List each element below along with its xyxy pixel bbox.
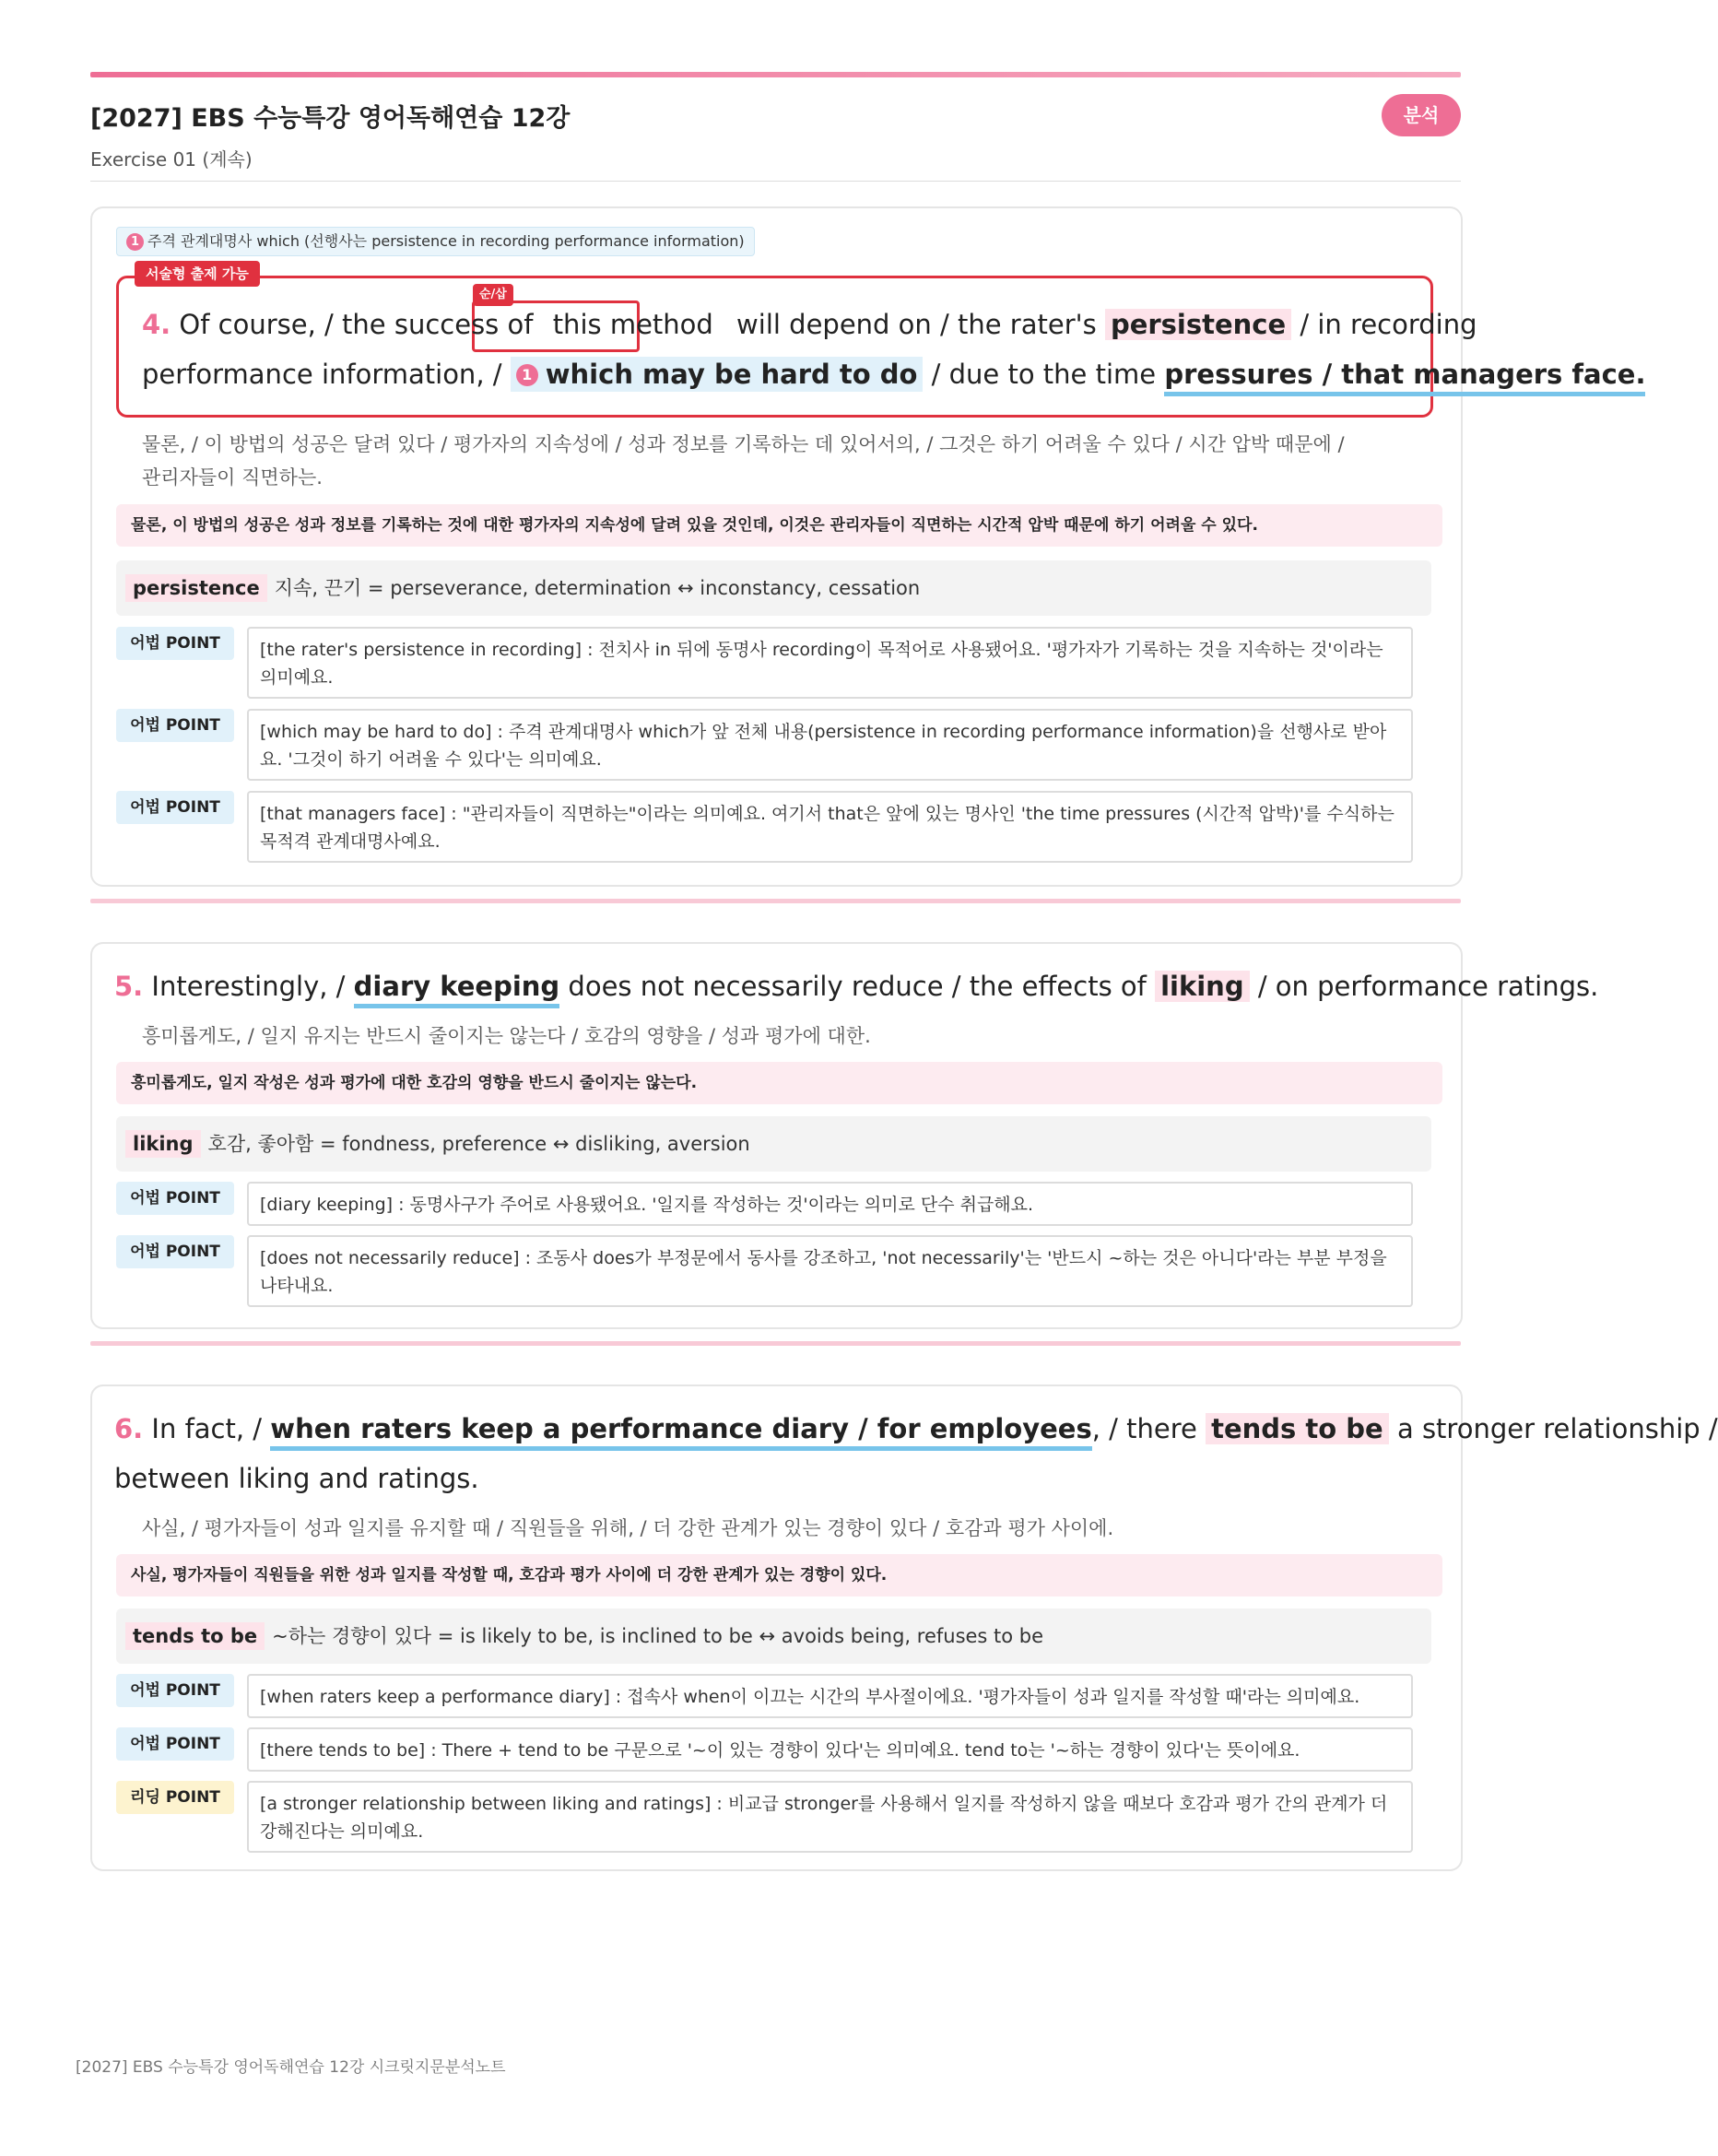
grammar-annotation — [116, 227, 755, 256]
sentence-5 — [114, 968, 1598, 1005]
order-insert-tag: 순/삽 — [473, 284, 513, 306]
point-text: [diary keeping] : 동명사구가 주어로 사용됐어요. '일지를 작성하는 것'이라는 의미로 단수 취급해요. — [247, 1182, 1413, 1226]
point-label: 어법 POINT — [116, 1182, 234, 1215]
sentence-6-line-1 — [114, 1410, 1718, 1447]
sentence-number: 6. — [114, 1413, 144, 1444]
vocab-word: persistence — [125, 574, 267, 602]
text-chunk: In fact, / — [151, 1413, 263, 1444]
vocab-definition: ~하는 경향이 있다 = is likely to be, is inclined to be ↔ avoids being, refuses to be — [272, 1625, 1044, 1647]
sentence-card-6 — [90, 1384, 1718, 1871]
point-label: 어법 POINT — [116, 1235, 234, 1268]
full-translation: 물론, 이 방법의 성공은 성과 정보를 기록하는 것에 대한 평가자의 지속성에 달려 있을 것인데, 이것은 관리자들이 직면하는 시간적 압박 때문에 하기 어려울 수 있다. — [116, 504, 1442, 547]
essay-tag: 서술형 출제 가능 — [135, 261, 260, 287]
header-divider — [90, 181, 1461, 182]
annotation-number: 1 — [126, 233, 144, 251]
underline-pressures: pressures / that managers face. — [1164, 359, 1645, 396]
page-subtitle: Exercise 01 (계속) — [90, 148, 253, 171]
sentence-6-line-2: between liking and ratings. — [114, 1463, 479, 1494]
text-chunk: Interestingly, / — [151, 971, 346, 1002]
point-label: 어법 POINT — [116, 1727, 234, 1761]
point-label: 어법 POINT — [116, 1674, 234, 1707]
text-chunk: does not necessarily reduce / the effects of — [568, 971, 1147, 1002]
vocab-definition: 지속, 끈기 = perseverance, determination ↔ inconstancy, cessation — [274, 577, 921, 599]
text-chunk: / on performance ratings. — [1257, 971, 1599, 1002]
point-text: [does not necessarily reduce] : 조동사 does가 부정문에서 동사를 강조하고, 'not necessarily'는 '반드시 ~하는 것은 아니다'라는 부분 부정을 나타내요. — [247, 1235, 1413, 1307]
point-label: 어법 POINT — [116, 627, 234, 660]
point-text: [which may be hard to do] : 주격 관계대명사 which가 앞 전체 내용(persistence in recording performance information)을 선행사로 받아요. '그것이 하기 어려울 수 있다'는 의미예요. — [247, 709, 1413, 781]
top-rule — [90, 72, 1461, 77]
vocab-word: tends to be — [125, 1622, 265, 1650]
text-chunk: / due to the time — [931, 359, 1157, 390]
chunk-translation: 흥미롭게도, / 일지 유지는 반드시 줄이지는 않는다 / 호감의 영향을 / 성과 평가에 대한. — [142, 1025, 871, 1047]
highlight-persistence: persistence — [1105, 309, 1291, 340]
text-chunk: Of course, / the success of — [179, 309, 534, 340]
clause-number: 1 — [516, 364, 538, 386]
underline-diary-keeping: diary keeping — [354, 971, 560, 1008]
sentence-4-line-1 — [142, 306, 1477, 343]
chunk-translation — [142, 428, 1345, 494]
highlight-which-clause — [511, 357, 924, 392]
point-label: 어법 POINT — [116, 791, 234, 824]
text-chunk: / in recording — [1300, 309, 1477, 340]
page-footer: [2027] EBS 수능특강 영어독해연습 12강 시크릿지문분석노트 — [76, 2058, 506, 2077]
text-chunk: will depend on / the rater's — [736, 309, 1097, 340]
point-text: [a stronger relationship between liking and ratings] : 비교급 stronger를 사용해서 일지를 작성하지 않을 때보다 호감과 평가 간의 관계가 더 강해진다는 의미예요. — [247, 1781, 1413, 1853]
point-text: [when raters keep a performance diary] : 접속사 when이 이끄는 시간의 부사절이에요. '평가자들이 성과 일지를 작성할 때'라는 의미예요. — [247, 1674, 1413, 1718]
full-translation: 흥미롭게도, 일지 작성은 성과 평가에 대한 호감의 영향을 반드시 줄이지는 않는다. — [116, 1062, 1442, 1104]
vocab-word: liking — [125, 1130, 201, 1158]
text-chunk: , / there — [1091, 1413, 1197, 1444]
text-chunk: performance information, / — [142, 359, 502, 390]
annotation-text: 주격 관계대명사 which (선행사는 persistence in recording performance information) — [147, 232, 745, 250]
highlight-this-method: this method — [552, 309, 713, 340]
full-translation: 사실, 평가자들이 직원들을 위한 성과 일지를 작성할 때, 호감과 평가 사이에 더 강한 관계가 있는 경향이 있다. — [116, 1554, 1442, 1596]
vocab-definition: 호감, 좋아함 = fondness, preference ↔ disliking, aversion — [207, 1133, 750, 1155]
vocab-row — [116, 1116, 1431, 1172]
text-chunk: a stronger relationship / — [1396, 1413, 1718, 1444]
point-label: 리딩 POINT — [116, 1781, 234, 1814]
sentence-number: 4. — [142, 309, 171, 340]
point-text: [the rater's persistence in recording] : 전치사 in 뒤에 동명사 recording이 목적어로 사용됐어요. '평가자가 기록하는 것을 지속하는 것'이라는 의미예요. — [247, 627, 1413, 699]
point-text: [that managers face] : "관리자들이 직면하는"이라는 의미예요. 여기서 that은 앞에 있는 명사인 'the time pressures (시간적 압박)'를 수식하는 목적격 관계대명사예요. — [247, 791, 1413, 863]
chunk-translation: 사실, / 평가자들이 성과 일지를 유지할 때 / 직원들을 위해, / 더 강한 관계가 있는 경향이 있다 / 호감과 평가 사이에. — [142, 1517, 1114, 1539]
point-label: 어법 POINT — [116, 709, 234, 742]
section-divider — [90, 1341, 1461, 1346]
sentence-number: 5. — [114, 971, 144, 1002]
section-divider — [90, 899, 1461, 903]
which-clause-text: which may be hard to do — [545, 359, 918, 390]
highlight-tends-to-be: tends to be — [1206, 1413, 1389, 1444]
page-title: [2027] EBS 수능특강 영어독해연습 12강 — [90, 104, 571, 133]
point-text: [there tends to be] : There + tend to be 구문으로 '~이 있는 경향이 있다'는 의미예요. tend to는 '~하는 경향이 있다'는 뜻이에요. — [247, 1727, 1413, 1772]
vocab-row — [116, 1608, 1431, 1664]
sentence-4-line-2 — [142, 356, 1645, 393]
translation-line: 물론, / 이 방법의 성공은 달려 있다 / 평가자의 지속성에 / 성과 정보를 기록하는 데 있어서의, / 그것은 하기 어려울 수 있다 / 시간 압박 때문에 / — [142, 433, 1345, 455]
analysis-badge[interactable]: 분석 — [1382, 94, 1461, 136]
sentence-card-4 — [90, 206, 1646, 887]
highlight-liking: liking — [1155, 971, 1250, 1002]
sentence-card-5 — [90, 942, 1599, 1329]
underline-when-clause: when raters keep a performance diary / for employees — [270, 1413, 1091, 1451]
translation-line: 관리자들이 직면하는. — [142, 466, 323, 489]
vocab-row — [116, 560, 1431, 616]
